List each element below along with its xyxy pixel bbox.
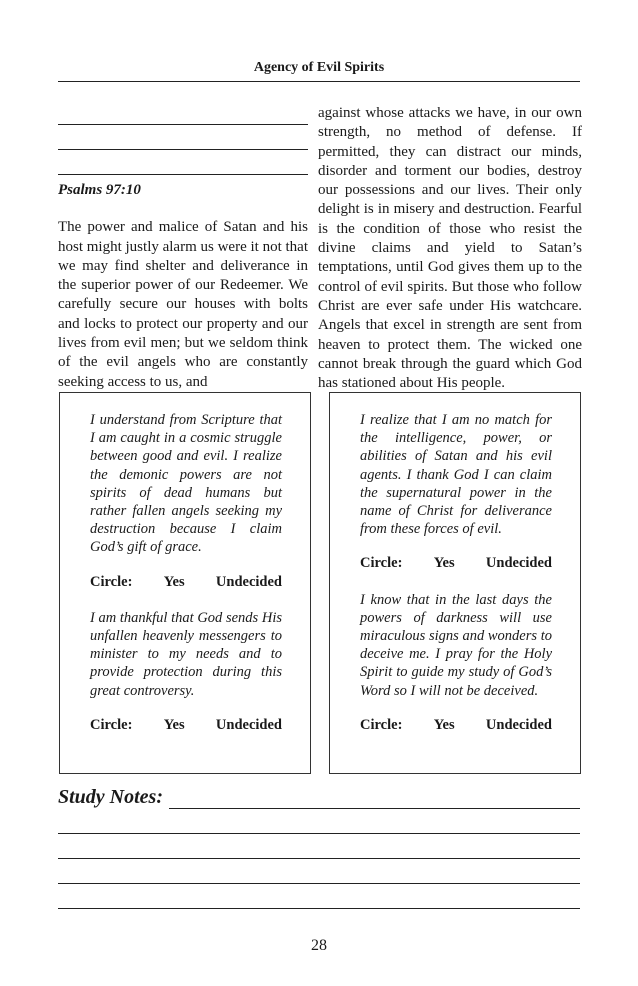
blank-line (58, 154, 308, 175)
option-undecided[interactable]: Undecided (485, 716, 552, 733)
circle-label: Circle: (360, 716, 403, 733)
right-paragraph: against whose attacks we have, in our own strength, no method of defense. If permitted, they can distract our minds, disorder and torment our bodies, destroy our possessions and our lives. Their only delight is in misery and destruction. Fearful is the condition of those who resist the divine claims and yield to Satan’s temptations, until God gives them up to the control of evil spirits. But those who follow Christ are ever safe under His watchcare. Angels that excel in strength are sent from heaven to protect them. The wicked one cannot break through the guard which God has stationed about His people. (318, 105, 582, 392)
notes-line[interactable] (169, 790, 580, 809)
running-header: Agency of Evil Spirits (253, 60, 385, 75)
blank-line (58, 104, 308, 125)
blank-line (58, 129, 308, 150)
notes-line[interactable] (58, 859, 580, 884)
verse-reference: Psalms 97:10 (58, 182, 141, 198)
circle-choice (90, 573, 282, 591)
study-notes (58, 786, 580, 909)
statement: I understand from Scripture that I am caught in a cosmic struggle between good and evil. I realize the demonic powers are not spirits of dead humans but rather fallen angels seeking my destruction because I claim God’s gift of grace. (90, 412, 282, 556)
statement: I am thankful that God sends His unfallen heavenly messengers to minister to my needs and to provide protection during this great controversy. (90, 609, 282, 699)
statement: I know that in the last days the powers of darkness will use miraculous signs and wonders to deceive me. I pray for the Holy Spirit to guide my study of God’s Word so I will not be deceived. (360, 591, 552, 699)
page-number: 28 (311, 937, 327, 954)
circle-choice (360, 716, 552, 734)
header-rule (58, 81, 580, 82)
study-notes-label: Study Notes: (58, 786, 163, 808)
reflection-box-right (329, 392, 581, 774)
option-undecided[interactable]: Undecided (485, 555, 552, 572)
option-undecided[interactable]: Undecided (215, 716, 282, 733)
notes-line[interactable] (58, 834, 580, 859)
circle-choice (360, 554, 552, 572)
option-yes[interactable]: Yes (433, 555, 455, 572)
circle-label: Circle: (360, 555, 403, 572)
right-column (318, 104, 582, 393)
option-undecided[interactable]: Undecided (215, 573, 282, 590)
left-column (58, 104, 308, 392)
option-yes[interactable]: Yes (163, 573, 185, 590)
circle-label: Circle: (90, 716, 133, 733)
option-yes[interactable]: Yes (433, 716, 455, 733)
left-paragraph: The power and malice of Satan and his host might justly alarm us were it not that we may find shelter and deliverance in the superior power of our Redeemer. We carefully secure our houses with bolts and locks to protect our property and our lives from evil men; but we seldom think of the evil angels who are constantly seeking access to us, and (58, 219, 308, 390)
statement: I realize that I am no match for the intelligence, power, or abilities of Satan and his evil agents. I thank God I can claim the supernatural power in the name of Christ for deliverance from these forces of evil. (360, 412, 552, 538)
notes-line[interactable] (58, 809, 580, 834)
circle-label: Circle: (90, 573, 133, 590)
circle-choice (90, 716, 282, 734)
reflection-box-left (59, 392, 311, 774)
option-yes[interactable]: Yes (163, 716, 185, 733)
notes-line[interactable] (58, 884, 580, 909)
